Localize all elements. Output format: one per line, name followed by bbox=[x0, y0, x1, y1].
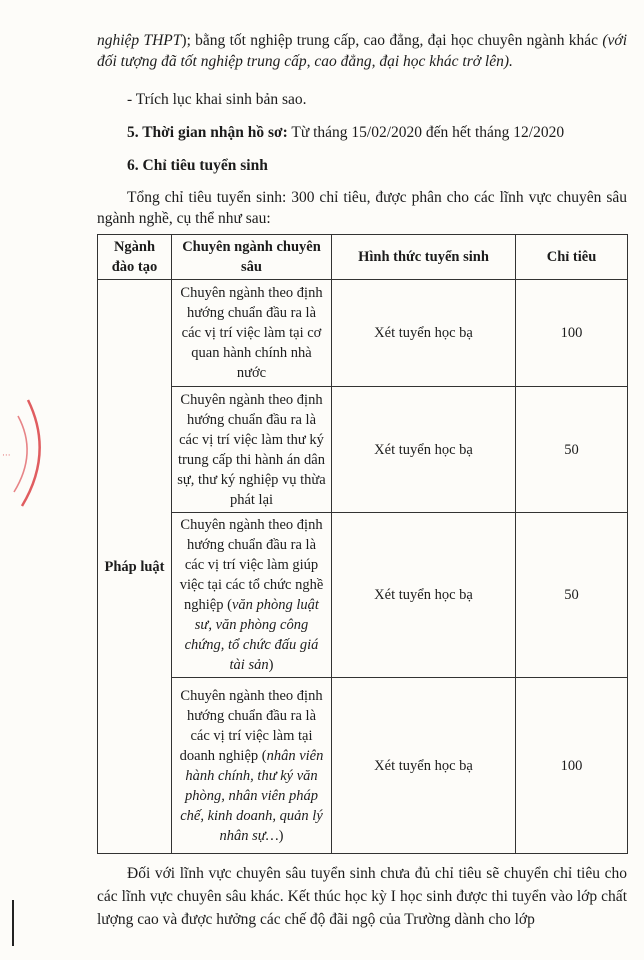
intro-italic-start: nghiệp THPT bbox=[97, 32, 182, 49]
header-major: Ngành đào tạo bbox=[98, 235, 172, 280]
svg-text:···: ··· bbox=[2, 451, 11, 461]
method-cell: Xét tuyển học bạ bbox=[332, 513, 516, 678]
method-cell: Xét tuyển học bạ bbox=[332, 280, 516, 387]
specialization-cell bbox=[172, 678, 332, 854]
specialization-text: Chuyên ngành theo định hướng chuẩn đầu ra là các vị trí việc làm giúp việc tại các tổ chức nghề nghiệp ( bbox=[179, 517, 324, 613]
section-6-heading-text: 6. Chỉ tiêu tuyển sinh bbox=[127, 157, 268, 174]
specialization-cell bbox=[172, 513, 332, 678]
specialization-cell bbox=[172, 387, 332, 513]
quota-cell: 100 bbox=[516, 280, 628, 387]
table-row bbox=[98, 280, 628, 387]
specialization-text: Chuyên ngành theo định hướng chuẩn đầu ra là các vị trí việc làm tại doanh nghiệp ( bbox=[179, 687, 323, 764]
header-specialization: Chuyên ngành chuyên sâu bbox=[172, 235, 332, 280]
method-cell: Xét tuyển học bạ bbox=[332, 387, 516, 513]
quota-cell: 50 bbox=[516, 387, 628, 513]
specialization-end: ) bbox=[278, 827, 284, 844]
specialization-italic: nhân viên hành chính, thư ký văn phòng, nhân viên pháp chế, kinh doanh, quản lý nhân sự… bbox=[180, 747, 324, 844]
specialization-italic: văn phòng luật sư, văn phòng công chứng, tổ chức đấu giá tài sản bbox=[184, 597, 319, 673]
section-5 bbox=[127, 122, 627, 143]
method-cell: Xét tuyển học bạ bbox=[332, 678, 516, 854]
specialization-end: ) bbox=[268, 657, 274, 673]
red-stamp-fragment-icon bbox=[0, 398, 48, 508]
quota-cell: 100 bbox=[516, 678, 628, 854]
table-row bbox=[98, 678, 628, 854]
specialization-text: Chuyên ngành theo định hướng chuẩn đầu ra là các vị trí việc làm thư ký trung cấp thi hành án dân sự, thư ký nghiệp vụ thừa phát lại bbox=[177, 391, 326, 508]
header-method: Hình thức tuyển sinh bbox=[332, 235, 516, 280]
intro-italic-note: (với đối tượng đã tốt nghiệp trung cấp, cao đẳng, đại học khác trở lên). bbox=[97, 32, 628, 70]
enrollment-quota-table bbox=[97, 234, 628, 854]
intro-continuation: ); bằng tốt nghiệp trung cấp, cao đẳng, đại học chuyên ngành khác bbox=[181, 32, 599, 49]
edge-scan-mark bbox=[12, 900, 14, 946]
stamp-outer-arc bbox=[22, 400, 40, 506]
specialization-text: Chuyên ngành theo định hướng chuẩn đầu ra là các vị trí việc làm tại cơ quan hành chính nhà nước bbox=[180, 285, 323, 381]
table-row bbox=[98, 513, 628, 678]
header-quota: Chỉ tiêu bbox=[516, 235, 628, 280]
birth-certificate-item: - Trích lục khai sinh bản sao. bbox=[127, 91, 307, 108]
closing-paragraph: Đối với lĩnh vực chuyên sâu tuyển sinh chưa đủ chỉ tiêu sẽ chuyển chỉ tiêu cho các lĩnh vực chuyên sâu khác. Kết thúc học kỳ I học sinh được thi tuyển vào lớp chất lượng cao và được hưởng các chế độ đãi ngộ của Trường dành cho lớp bbox=[97, 865, 627, 928]
stamp-inner-arc bbox=[14, 416, 27, 492]
intro-paragraph bbox=[97, 30, 627, 72]
major-cell: Pháp luật bbox=[98, 280, 172, 854]
table-header-row bbox=[98, 235, 628, 280]
section-6-summary: Tổng chỉ tiêu tuyển sinh: 300 chỉ tiêu, được phân cho các lĩnh vực chuyên sâu ngành nghề, cụ thể như sau: bbox=[97, 189, 627, 227]
specialization-cell bbox=[172, 280, 332, 387]
quota-cell: 50 bbox=[516, 513, 628, 678]
section-5-text: Từ tháng 15/02/2020 đến hết tháng 12/2020 bbox=[287, 124, 565, 141]
section-5-heading: 5. Thời gian nhận hồ sơ: bbox=[127, 124, 288, 141]
table-row bbox=[98, 387, 628, 513]
section-6-heading bbox=[127, 155, 627, 176]
